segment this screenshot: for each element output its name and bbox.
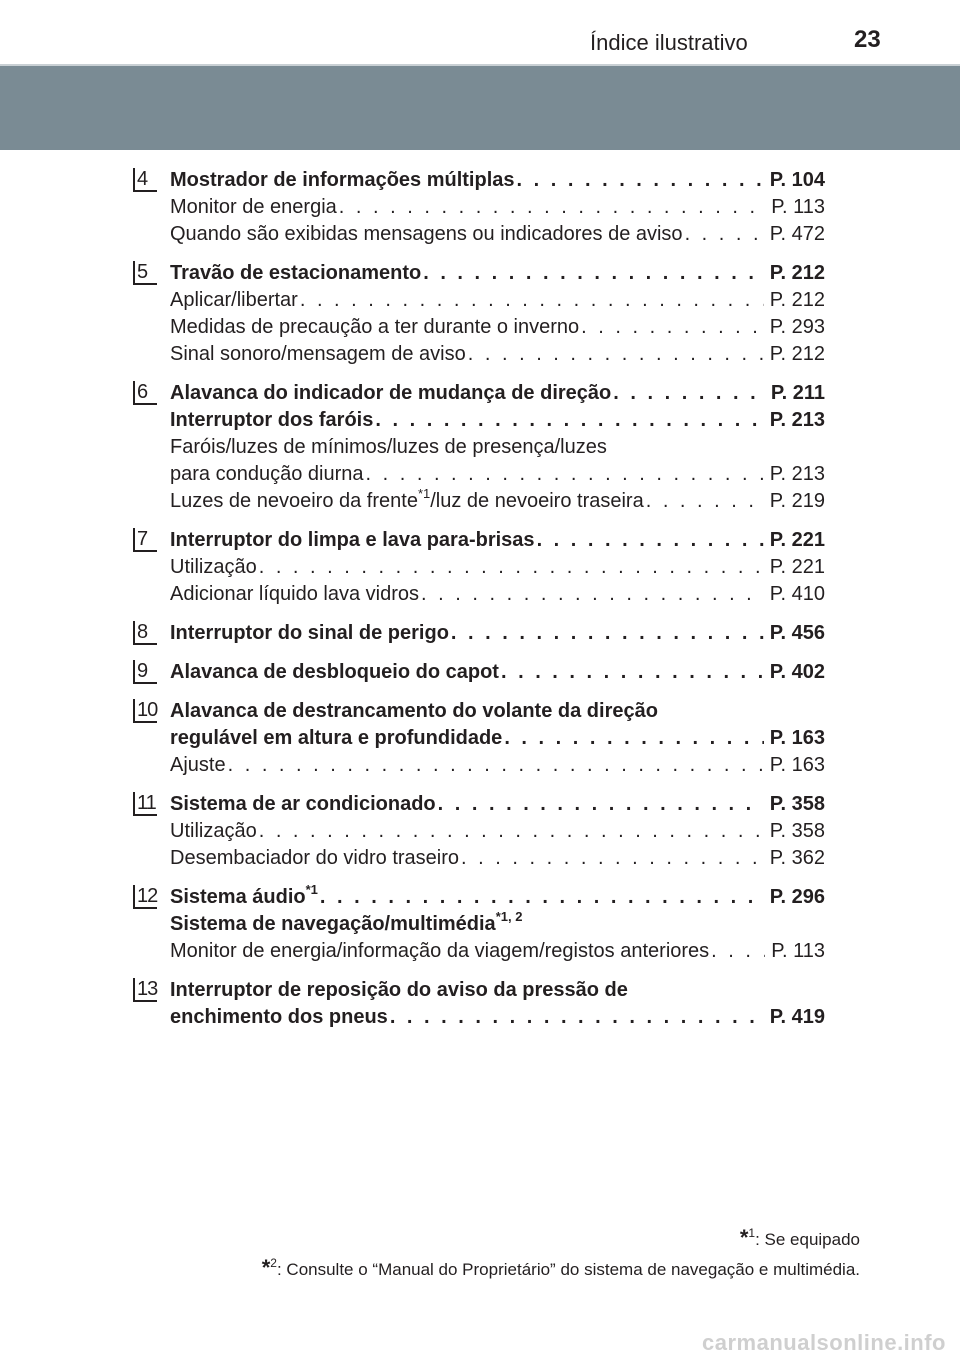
page-reference[interactable]: P. 213 [769, 409, 825, 431]
callout-number-marker: 6 [133, 381, 157, 405]
page-reference[interactable]: P. 163 [769, 754, 825, 776]
entry-label-text: Faróis/luzes de mínimos/luzes de presença/luzes [170, 436, 607, 458]
dot-leader [421, 581, 764, 607]
page-number: 23 [854, 26, 881, 53]
index-sub-entry[interactable] [170, 553, 825, 580]
index-sub-entry[interactable] [170, 286, 825, 313]
entry-label [170, 287, 298, 313]
index-sub-entry[interactable] [170, 340, 825, 367]
entry-label [170, 725, 502, 751]
entry-label-text: Alavanca do indicador de mudança de direção [170, 382, 612, 404]
callout-number-marker: 8 [133, 621, 157, 645]
index-entries [0, 166, 960, 1042]
index-sub-entry[interactable] [170, 487, 825, 514]
index-heading-entry[interactable] [170, 910, 825, 937]
index-section [0, 619, 960, 646]
footnote-reference: *1, 2 [495, 909, 523, 924]
index-sub-entry[interactable] [170, 220, 825, 247]
index-heading-entry[interactable] [170, 166, 825, 193]
dot-leader [504, 725, 763, 751]
page-reference[interactable]: P. 293 [769, 316, 825, 338]
header-gray-band [0, 66, 960, 150]
dot-leader [646, 488, 764, 514]
entry-label-text: Quando são exibidas mensagens ou indicadores de aviso [170, 223, 683, 245]
dot-leader [320, 884, 764, 910]
entry-label-text: Sinal sonoro/mensagem de aviso [170, 343, 466, 365]
entry-label [170, 167, 515, 193]
entry-label [170, 194, 337, 220]
entry-label [170, 1004, 388, 1030]
callout-number-marker: 9 [133, 660, 157, 684]
index-sub-entry[interactable] [170, 433, 825, 460]
page-reference[interactable]: P. 358 [769, 793, 825, 815]
index-section [0, 166, 960, 247]
entry-label-text: Interruptor do sinal de perigo [170, 622, 449, 644]
page-reference[interactable]: P. 219 [769, 490, 825, 512]
entry-label-text: Medidas de precaução a ter durante o inverno [170, 316, 580, 338]
dot-leader [501, 659, 764, 685]
entry-label-text-continued: /luz de nevoeiro traseira [430, 490, 644, 512]
entry-label-text: para condução diurna [170, 463, 364, 485]
page-reference[interactable]: P. 104 [769, 169, 825, 191]
page-reference[interactable]: P. 163 [769, 727, 825, 749]
entry-label-text: Sistema áudio [170, 886, 306, 908]
entry-label [170, 341, 466, 367]
index-section [0, 379, 960, 514]
dot-leader [375, 407, 763, 433]
dot-leader [438, 791, 764, 817]
entry-label-text: Utilização [170, 820, 257, 842]
page-reference[interactable]: P. 212 [769, 262, 825, 284]
index-heading-entry[interactable] [170, 406, 825, 433]
callout-number-marker: 7 [133, 528, 157, 552]
index-sub-entry[interactable] [170, 313, 825, 340]
entry-label-text: Sistema de ar condicionado [170, 793, 436, 815]
footnotes [262, 1224, 860, 1284]
entry-label [170, 845, 459, 871]
entry-label [170, 911, 522, 937]
entry-label [170, 221, 683, 247]
entry-label-text: enchimento dos pneus [170, 1006, 388, 1028]
entry-label-text: Travão de estacionamento [170, 262, 422, 284]
entry-label-text: Sistema de navegação/multimédia [170, 913, 496, 935]
entry-label [170, 620, 449, 646]
index-heading-entry[interactable] [170, 697, 825, 724]
entry-label-text: Monitor de energia/informação da viagem/registos anteriores [170, 940, 710, 962]
footnote-text: : Consulte o “Manual do Proprietário” do sistema de navegação e multimédia. [276, 1260, 860, 1279]
dot-leader [259, 554, 764, 580]
dot-leader [468, 341, 764, 367]
entry-label [170, 752, 226, 778]
entry-label [170, 260, 421, 286]
page-reference[interactable]: P. 113 [771, 940, 825, 962]
entry-label-text: Desembaciador do vidro traseiro [170, 847, 460, 869]
index-sub-entry[interactable] [170, 580, 825, 607]
footnote-line [262, 1224, 860, 1254]
entry-label-text: Ajuste [170, 754, 226, 776]
index-heading-entry[interactable] [170, 526, 825, 553]
index-heading-entry[interactable] [170, 976, 825, 1003]
entry-label [170, 698, 658, 724]
entry-label-text: Adicionar líquido lava vidros [170, 583, 420, 605]
index-heading-entry[interactable] [170, 259, 825, 286]
entry-label [170, 434, 607, 460]
page-header-title: Índice ilustrativo [590, 30, 748, 55]
entry-label [170, 527, 535, 553]
entry-label [170, 461, 363, 487]
index-sub-entry[interactable] [170, 460, 825, 487]
page-reference[interactable]: P. 221 [769, 529, 825, 551]
page-reference[interactable]: P. 358 [769, 820, 825, 842]
index-section [0, 658, 960, 685]
page-reference[interactable]: P. 213 [769, 463, 825, 485]
footnote-asterisk: * [261, 1255, 271, 1280]
page-reference[interactable]: P. 296 [769, 886, 825, 908]
index-section [0, 790, 960, 871]
entry-label [170, 581, 419, 607]
entry-label [170, 791, 436, 817]
dot-leader [581, 314, 764, 340]
callout-number-marker: 5 [133, 261, 157, 285]
index-heading-entry[interactable] [170, 1003, 825, 1030]
dot-leader [423, 260, 764, 286]
dot-leader [613, 380, 765, 406]
entry-label-text: Mostrador de informações múltiplas [170, 169, 515, 191]
dot-leader [300, 287, 764, 313]
index-heading-entry[interactable] [170, 379, 825, 406]
dot-leader [228, 752, 764, 778]
entry-label [170, 554, 257, 580]
page-reference[interactable]: P. 113 [771, 196, 825, 218]
entry-label-text: Interruptor dos faróis [170, 409, 374, 431]
dot-leader [259, 818, 764, 844]
index-heading-entry[interactable] [170, 658, 825, 685]
dot-leader [339, 194, 765, 220]
page-reference[interactable]: P. 362 [769, 847, 825, 869]
footnote-text: : Se equipado [755, 1230, 860, 1249]
index-heading-entry[interactable] [170, 883, 825, 910]
entry-label-text: Alavanca de destrancamento do volante da direção [170, 700, 658, 722]
dot-leader [537, 527, 764, 553]
dot-leader [365, 461, 763, 487]
dot-leader [685, 221, 764, 247]
index-sub-entry[interactable] [170, 937, 825, 964]
entry-label-text: Interruptor do limpa e lava para-brisas [170, 529, 535, 551]
callout-number-marker: 4 [133, 168, 157, 192]
index-sub-entry[interactable] [170, 193, 825, 220]
index-section [0, 697, 960, 778]
page-reference[interactable]: P. 212 [769, 289, 825, 311]
entry-label-text: Interruptor de reposição do aviso da pressão de [170, 979, 628, 1001]
page-reference[interactable]: P. 211 [770, 382, 825, 404]
entry-label-text: regulável em altura e profundidade [170, 727, 503, 749]
callout-number-marker: 11 [133, 792, 157, 816]
index-heading-entry[interactable] [170, 619, 825, 646]
entry-label-text: Monitor de energia [170, 196, 337, 218]
page-reference[interactable]: P. 410 [769, 583, 825, 605]
footnote-number: 2 [270, 1256, 277, 1270]
entry-label [170, 659, 499, 685]
page-reference[interactable]: P. 472 [769, 223, 825, 245]
page-reference[interactable]: P. 221 [769, 556, 825, 578]
index-section [0, 259, 960, 367]
dot-leader [711, 938, 765, 964]
footnote-line [262, 1254, 860, 1284]
footnote-reference: *1 [305, 882, 318, 897]
dot-leader [390, 1004, 764, 1030]
footnote-number: 1 [748, 1226, 756, 1240]
index-sub-entry[interactable] [170, 844, 825, 871]
entry-label [170, 407, 373, 433]
footnote-asterisk: * [739, 1225, 749, 1250]
entry-label-text: Aplicar/libertar [170, 289, 298, 311]
footnote-reference: *1 [417, 486, 431, 501]
index-section [0, 526, 960, 607]
callout-number-marker: 12 [133, 885, 157, 909]
entry-label [170, 488, 644, 514]
entry-label [170, 977, 628, 1003]
entry-label [170, 884, 318, 910]
dot-leader [517, 167, 764, 193]
index-section [0, 883, 960, 964]
entry-label-text: Alavanca de desbloqueio do capot [170, 661, 499, 683]
entry-label-text: Luzes de nevoeiro da frente [170, 490, 418, 512]
index-section [0, 976, 960, 1030]
dot-leader [451, 620, 764, 646]
index-heading-entry[interactable] [170, 724, 825, 751]
header-strip [0, 0, 960, 64]
callout-number-marker: 13 [133, 978, 157, 1002]
entry-label-text: Utilização [170, 556, 257, 578]
page-reference[interactable]: P. 456 [769, 622, 825, 644]
dot-leader [461, 845, 764, 871]
page-reference[interactable]: P. 419 [769, 1006, 825, 1028]
index-sub-entry[interactable] [170, 817, 825, 844]
entry-label [170, 380, 611, 406]
watermark: carmanualsonline.info [702, 1330, 946, 1355]
callout-number-marker: 10 [133, 699, 157, 723]
index-heading-entry[interactable] [170, 790, 825, 817]
entry-label [170, 314, 579, 340]
page-reference[interactable]: P. 402 [769, 661, 825, 683]
index-sub-entry[interactable] [170, 751, 825, 778]
entry-label [170, 818, 257, 844]
page-reference[interactable]: P. 212 [769, 343, 825, 365]
entry-label [170, 938, 709, 964]
